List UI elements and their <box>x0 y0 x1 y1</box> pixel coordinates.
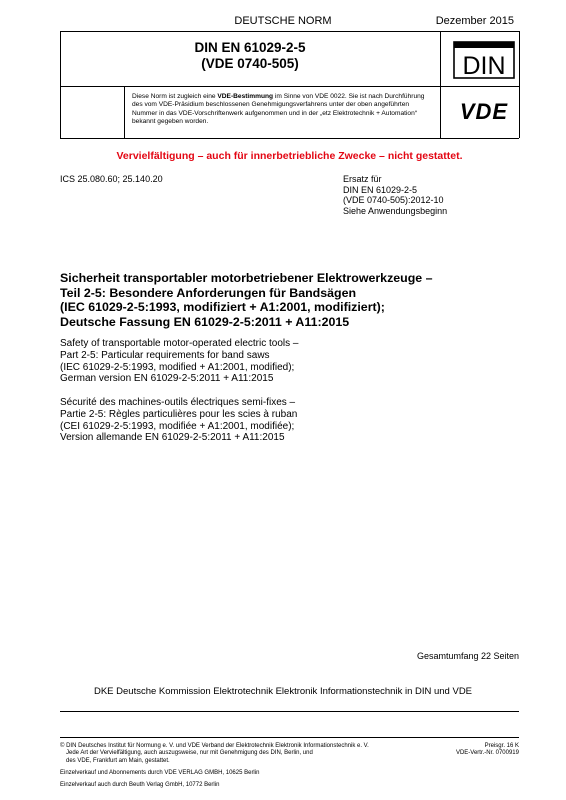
replacement-line-3: (VDE 0740-505):2012-10 <box>343 195 444 206</box>
din-logo <box>452 40 516 80</box>
sales-line-2: Einzelverkauf auch durch Beuth Verlag GmbH, 10772 Berlin <box>60 782 220 788</box>
vde-logo <box>450 98 518 124</box>
document-number-block <box>60 40 440 72</box>
sales-line-1: Einzelverkauf und Abonnements durch VDE VERLAG GMBH, 10625 Berlin <box>60 770 260 776</box>
standard-type-label: DEUTSCHE NORM <box>234 15 332 27</box>
din-logo-text: DIN <box>462 52 506 80</box>
note-divider <box>60 138 519 139</box>
title-german-line-1: Sicherheit transportabler motorbetriebener Elektrowerkzeuge – <box>60 271 433 285</box>
footer-rule-1 <box>60 711 519 712</box>
note-left-divider <box>124 86 125 138</box>
replacement-line-4: Siehe Anwendungsbeginn <box>343 205 448 216</box>
vde-regulation-note <box>132 93 436 127</box>
issue-date: Dezember 2015 <box>435 15 514 27</box>
copy-warning: Vervielfältigung – auch für innerbetriebliche Zwecke – nicht gestattet. <box>116 150 463 162</box>
title-divider <box>60 86 519 87</box>
replacement-info <box>343 174 447 216</box>
title-german-line-3: (IEC 61029-2-5:1993, modifiziert + A1:2001, modifiziert); <box>60 300 385 315</box>
copyright-line-2: Jede Art der Vervielfältigung, auch auszugsweise, nur mit Genehmigung des DIN, Berlin, und <box>66 750 313 757</box>
note-text-pre: Diese Norm ist zugleich eine <box>132 93 218 100</box>
title-english-line-3: (IEC 61029-2-5:1993, modified + A1:2001, modified); <box>60 361 295 373</box>
title-french-line-4: Version allemande EN 61029-2-5:2011 + A11:2015 <box>60 432 285 444</box>
note-text-bold: VDE-Bestimmung <box>217 93 274 100</box>
title-english <box>60 338 519 385</box>
footer-rule-2 <box>60 737 519 738</box>
copyright-line-3: des VDE, Frankfurt am Main, gestattet. <box>66 757 170 764</box>
title-french-line-1: Sécurité des machines-outils électriques semi-fixes – <box>60 397 296 408</box>
title-french-line-2: Partie 2-5: Règles particulières pour les scies à ruban <box>60 408 298 420</box>
replacement-line-1: Ersatz für <box>343 174 382 184</box>
title-german-line-2: Teil 2-5: Besondere Anforderungen für Bandsägen <box>60 285 357 300</box>
ics-code: ICS 25.080.60; 25.140.20 <box>60 174 163 184</box>
title-english-line-2: Part 2-5: Particular requirements for band saws <box>60 349 270 361</box>
total-pages: Gesamtumfang 22 Seiten <box>416 651 519 661</box>
title-english-line-4: German version EN 61029-2-5:2011 + A11:2015 <box>60 373 274 385</box>
right-border <box>519 31 520 138</box>
note-text-post: im Sinne von VDE 0022. Sie ist nach Durchführung des vom VDE-Präsidium beschlossenen Genehmigungsverfahrens unter der oben angeführten Nummer in das VDE-Vorschriftenwerk aufgenommen und in der „etz Elektrotechnik + Automation“ bekannt gegeben worden. <box>132 93 425 126</box>
footer-copyright <box>60 743 405 765</box>
title-german-line-4: Deutsche Fassung EN 61029-2-5:2011 + A11:2015 <box>60 314 350 329</box>
dke-line: DKE Deutsche Kommission Elektrotechnik Elektronik Informationstechnik in DIN und VDE <box>93 686 473 697</box>
vde-logo-text: VDE <box>459 99 509 124</box>
title-german <box>60 271 519 329</box>
title-french-line-3: (CEI 61029-2-5:1993, modifiée + A1:2001, modifiée); <box>60 420 295 432</box>
title-english-line-1: Safety of transportable motor-operated electric tools – <box>60 338 299 349</box>
logo-divider <box>440 31 441 138</box>
document-number: DIN EN 61029-2-5 <box>194 40 306 55</box>
order-number: VDE-Vertr.-Nr. 0700919 <box>455 750 519 757</box>
top-border <box>60 31 519 32</box>
copyright-line-1: © DIN Deutsches Institut für Normung e. V. und VDE Verband der Elektrotechnik Elektronik Informationstechnik e. V. <box>60 743 369 749</box>
replacement-line-2: DIN EN 61029-2-5 <box>343 184 418 195</box>
footer-price-info <box>456 743 519 758</box>
vde-number: (VDE 0740-505) <box>201 56 299 71</box>
price-group: Preisgr. 16 K <box>484 743 519 749</box>
title-french <box>60 397 519 444</box>
